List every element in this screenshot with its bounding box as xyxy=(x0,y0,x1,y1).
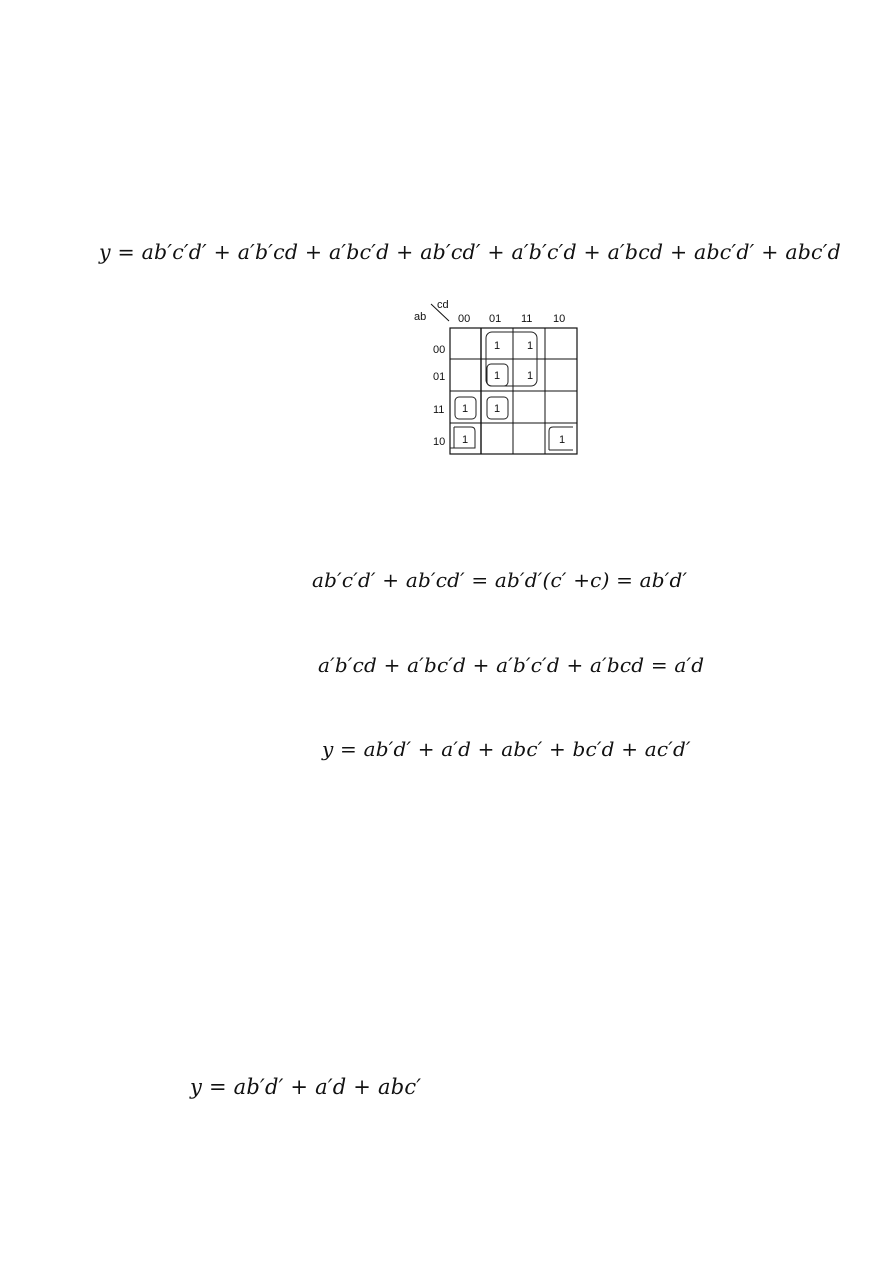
simplification-step-2: a′b′cd + a′bc′d + a′b′c′d + a′bcd = a′d xyxy=(318,653,705,677)
simplification-step-3: y = ab′d′ + a′d + abc′ + bc′d + ac′d′ xyxy=(322,737,691,761)
kmap-cell: 1 xyxy=(494,340,501,352)
final-equation: y = ab′d′ + a′d + abc′ xyxy=(190,1075,422,1099)
kmap-col-label: 10 xyxy=(553,313,566,325)
kmap-col-var: cd xyxy=(437,299,449,311)
simplification-step-1: ab′c′d′ + ab′cd′ = ab′d′(c′ +c) = ab′d′ xyxy=(312,568,688,592)
kmap-cell: 1 xyxy=(527,340,534,352)
kmap-cell: 1 xyxy=(494,403,501,415)
kmap-row-label: 11 xyxy=(433,404,445,416)
kmap-row-label: 00 xyxy=(433,344,446,356)
kmap-cell: 1 xyxy=(462,434,469,446)
kmap-col-label: 01 xyxy=(489,313,502,325)
original-equation: y = ab′c′d′ + a′b′cd + a′bc′d + ab′cd′ + a′b′c′d + a′bcd + abc′d′ + abc′d xyxy=(99,240,841,264)
kmap-cell: 1 xyxy=(559,434,566,446)
kmap-row-label: 10 xyxy=(433,436,446,448)
kmap-col-label: 00 xyxy=(458,313,471,325)
kmap-cell: 1 xyxy=(494,370,501,382)
kmap-grid xyxy=(450,328,577,454)
kmap-row-label: 01 xyxy=(433,371,446,383)
kmap-row-var: ab xyxy=(414,311,427,323)
karnaugh-map xyxy=(405,295,590,460)
kmap-cell: 1 xyxy=(527,370,534,382)
kmap-cell: 1 xyxy=(462,403,469,415)
kmap-col-label: 11 xyxy=(521,313,533,325)
